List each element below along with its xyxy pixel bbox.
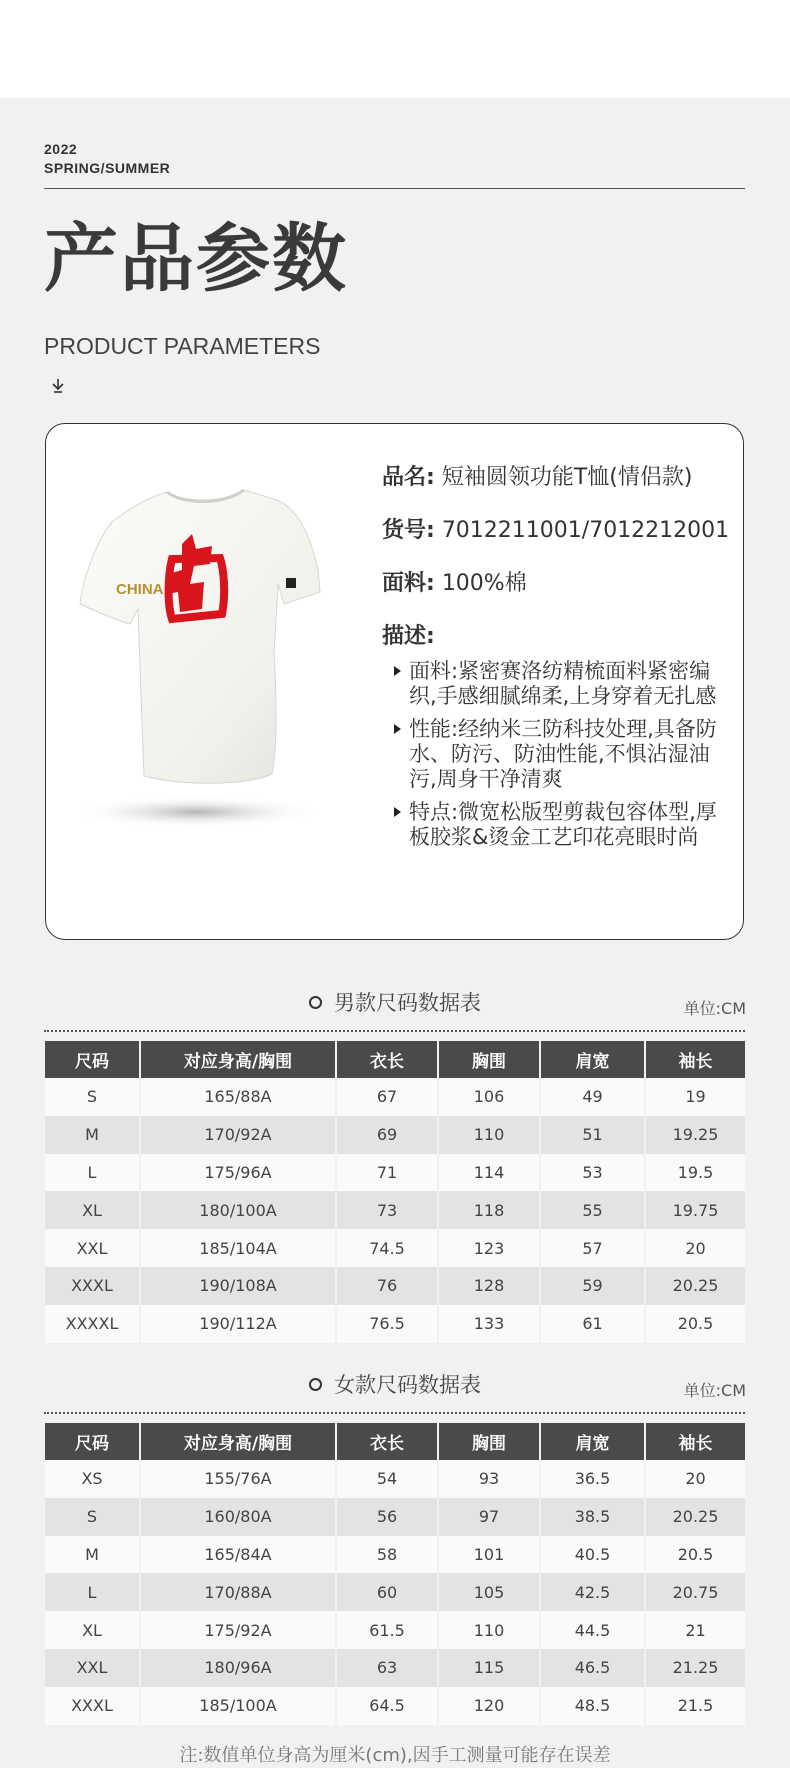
cell-size: XL — [45, 1611, 140, 1649]
cell-sleeve: 20.25 — [645, 1267, 745, 1305]
cell-sleeve: 20.5 — [645, 1305, 745, 1343]
cell-size: XXL — [45, 1229, 140, 1267]
mens-dotted-divider — [44, 1030, 745, 1032]
cell-size: M — [45, 1116, 140, 1154]
cell-length: 60 — [336, 1573, 438, 1611]
cell-chest: 118 — [438, 1191, 540, 1229]
cell-shoulder: 44.5 — [540, 1611, 645, 1649]
triangle-bullet-icon — [394, 666, 401, 676]
table-row — [45, 1687, 745, 1725]
womens-unit-label: 单位:CM — [683, 1381, 746, 1400]
cell-shoulder: 42.5 — [540, 1573, 645, 1611]
cell-height-chest: 180/100A — [140, 1191, 336, 1229]
cell-sleeve: 20 — [645, 1460, 745, 1498]
mens-size-title — [0, 989, 790, 1017]
cell-length: 74.5 — [336, 1229, 438, 1267]
product-fabric-row — [382, 570, 732, 598]
table-row — [45, 1267, 745, 1305]
cell-shoulder: 38.5 — [540, 1498, 645, 1536]
desc-item-text: 特点:微宽松版型剪裁包容体型,厚板胶浆&烫金工艺印花亮眼时尚 — [409, 800, 717, 849]
season-year: 2022 — [44, 141, 78, 157]
cell-shoulder: 57 — [540, 1229, 645, 1267]
col-header-size: 尺码 — [45, 1041, 140, 1078]
cell-sleeve: 21.25 — [645, 1649, 745, 1687]
cell-chest: 128 — [438, 1267, 540, 1305]
cell-chest: 97 — [438, 1498, 540, 1536]
cell-chest: 106 — [438, 1078, 540, 1116]
womens-size-table — [45, 1423, 745, 1725]
cell-height-chest: 190/108A — [140, 1267, 336, 1305]
col-header-height-chest: 对应身高/胸围 — [140, 1041, 336, 1078]
col-header-height-chest: 对应身高/胸围 — [140, 1423, 336, 1460]
col-header-chest: 胸围 — [438, 1423, 540, 1460]
cell-length: 61.5 — [336, 1611, 438, 1649]
season-name: SPRING/SUMMER — [44, 160, 171, 176]
col-header-length: 衣长 — [336, 1423, 438, 1460]
womens-dotted-divider — [44, 1412, 745, 1414]
cell-shoulder: 49 — [540, 1078, 645, 1116]
cell-length: 56 — [336, 1498, 438, 1536]
tshirt-illustration — [72, 474, 342, 844]
table-row — [45, 1078, 745, 1116]
col-header-shoulder: 肩宽 — [540, 1041, 645, 1078]
cell-size: XXXL — [45, 1687, 140, 1725]
cell-chest: 110 — [438, 1116, 540, 1154]
cell-shoulder: 59 — [540, 1267, 645, 1305]
cell-size: XXL — [45, 1649, 140, 1687]
cell-chest: 114 — [438, 1154, 540, 1192]
col-header-sleeve: 袖长 — [645, 1041, 745, 1078]
page-subtitle: PRODUCT PARAMETERS — [44, 333, 321, 359]
table-row — [45, 1460, 745, 1498]
chevron-down-icon — [51, 379, 65, 393]
womens-size-title — [0, 1371, 790, 1399]
cell-chest: 93 — [438, 1460, 540, 1498]
cell-chest: 115 — [438, 1649, 540, 1687]
cell-height-chest: 175/96A — [140, 1154, 336, 1192]
mens-unit-label: 单位:CM — [683, 999, 746, 1018]
table-row — [45, 1154, 745, 1192]
top-white-band — [0, 0, 790, 98]
cell-length: 76.5 — [336, 1305, 438, 1343]
cell-height-chest: 180/96A — [140, 1649, 336, 1687]
product-card — [45, 423, 744, 940]
footer-note: 注:数值单位身高为厘米(cm),因手工测量可能存在误差 — [179, 1745, 611, 1766]
cell-size: S — [45, 1498, 140, 1536]
cell-length: 54 — [336, 1460, 438, 1498]
cell-length: 69 — [336, 1116, 438, 1154]
cell-height-chest: 175/92A — [140, 1611, 336, 1649]
cell-chest: 123 — [438, 1229, 540, 1267]
cell-length: 63 — [336, 1649, 438, 1687]
table-row — [45, 1649, 745, 1687]
mens-size-table — [45, 1041, 745, 1343]
desc-item — [382, 800, 732, 850]
col-header-chest: 胸围 — [438, 1041, 540, 1078]
table-header-row — [45, 1423, 745, 1460]
season-label — [44, 140, 170, 178]
page-title: 产品参数 — [44, 216, 348, 302]
desc-item — [382, 659, 732, 709]
col-header-shoulder: 肩宽 — [540, 1423, 645, 1460]
cell-size: S — [45, 1078, 140, 1116]
cell-height-chest: 165/88A — [140, 1078, 336, 1116]
cell-sleeve: 21.5 — [645, 1687, 745, 1725]
cell-size: XL — [45, 1191, 140, 1229]
cell-sleeve: 21 — [645, 1611, 745, 1649]
cell-sleeve: 19.25 — [645, 1116, 745, 1154]
mens-size-title-text: 男款尺码数据表 — [334, 991, 481, 1015]
print-text-china: CHINA — [116, 581, 164, 598]
cell-height-chest: 170/88A — [140, 1573, 336, 1611]
cell-length: 73 — [336, 1191, 438, 1229]
cell-length: 71 — [336, 1154, 438, 1192]
cell-height-chest: 185/104A — [140, 1229, 336, 1267]
cell-height-chest: 155/76A — [140, 1460, 336, 1498]
product-image — [72, 474, 342, 844]
cell-sleeve: 19.5 — [645, 1154, 745, 1192]
header-divider — [44, 188, 745, 189]
circle-bullet-icon — [309, 1378, 322, 1391]
cell-chest: 105 — [438, 1573, 540, 1611]
circle-bullet-icon — [309, 996, 322, 1009]
cell-shoulder: 51 — [540, 1116, 645, 1154]
table-row — [45, 1229, 745, 1267]
table-row — [45, 1116, 745, 1154]
product-fabric-label: 面料: — [382, 571, 435, 596]
cell-size: XXXL — [45, 1267, 140, 1305]
col-header-length: 衣长 — [336, 1041, 438, 1078]
cell-size: L — [45, 1573, 140, 1611]
table-row — [45, 1498, 745, 1536]
cell-shoulder: 40.5 — [540, 1536, 645, 1574]
cell-chest: 101 — [438, 1536, 540, 1574]
cell-sleeve: 20.25 — [645, 1498, 745, 1536]
cell-size: M — [45, 1536, 140, 1574]
cell-chest: 120 — [438, 1687, 540, 1725]
cell-sleeve: 19 — [645, 1078, 745, 1116]
product-info — [382, 464, 732, 858]
cell-sleeve: 20.75 — [645, 1573, 745, 1611]
product-desc-label: 描述: — [382, 624, 435, 649]
cell-length: 76 — [336, 1267, 438, 1305]
triangle-bullet-icon — [394, 807, 401, 817]
cell-height-chest: 165/84A — [140, 1536, 336, 1574]
product-sku-label: 货号: — [382, 518, 435, 543]
cell-size: L — [45, 1154, 140, 1192]
desc-item-text: 面料:紧密赛洛纺精梳面料紧密编织,手感细腻绵柔,上身穿着无扎感 — [409, 659, 717, 708]
cell-height-chest: 185/100A — [140, 1687, 336, 1725]
product-name-label: 品名: — [382, 465, 435, 490]
cell-shoulder: 61 — [540, 1305, 645, 1343]
cell-shoulder: 53 — [540, 1154, 645, 1192]
table-row — [45, 1191, 745, 1229]
cell-sleeve: 20 — [645, 1229, 745, 1267]
cell-shoulder: 55 — [540, 1191, 645, 1229]
cell-height-chest: 190/112A — [140, 1305, 336, 1343]
table-row — [45, 1305, 745, 1343]
cell-size: XXXXL — [45, 1305, 140, 1343]
table-row — [45, 1573, 745, 1611]
cell-shoulder: 48.5 — [540, 1687, 645, 1725]
cell-height-chest: 160/80A — [140, 1498, 336, 1536]
cell-chest: 133 — [438, 1305, 540, 1343]
triangle-bullet-icon — [394, 724, 401, 734]
product-fabric-value: 100%棉 — [441, 571, 527, 596]
col-header-size: 尺码 — [45, 1423, 140, 1460]
womens-size-title-text: 女款尺码数据表 — [334, 1373, 481, 1397]
cell-chest: 110 — [438, 1611, 540, 1649]
cell-sleeve: 20.5 — [645, 1536, 745, 1574]
table-row — [45, 1611, 745, 1649]
product-name-value: 短袖圆领功能T恤(情侣款) — [441, 465, 693, 490]
product-name-row — [382, 464, 732, 492]
cell-shoulder: 36.5 — [540, 1460, 645, 1498]
table-header-row — [45, 1041, 745, 1078]
cell-shoulder: 46.5 — [540, 1649, 645, 1687]
table-row — [45, 1536, 745, 1574]
col-header-sleeve: 袖长 — [645, 1423, 745, 1460]
desc-item-text: 性能:经纳米三防科技处理,具备防水、防污、防油性能,不惧沾湿油污,周身干净清爽 — [409, 717, 717, 791]
cell-length: 64.5 — [336, 1687, 438, 1725]
product-sku-value: 7012211001/7012212001 — [441, 518, 730, 543]
product-sku-row — [382, 517, 732, 545]
cell-height-chest: 170/92A — [140, 1116, 336, 1154]
cell-length: 67 — [336, 1078, 438, 1116]
cell-sleeve: 19.75 — [645, 1191, 745, 1229]
cell-length: 58 — [336, 1536, 438, 1574]
cell-size: XS — [45, 1460, 140, 1498]
desc-item — [382, 717, 732, 792]
